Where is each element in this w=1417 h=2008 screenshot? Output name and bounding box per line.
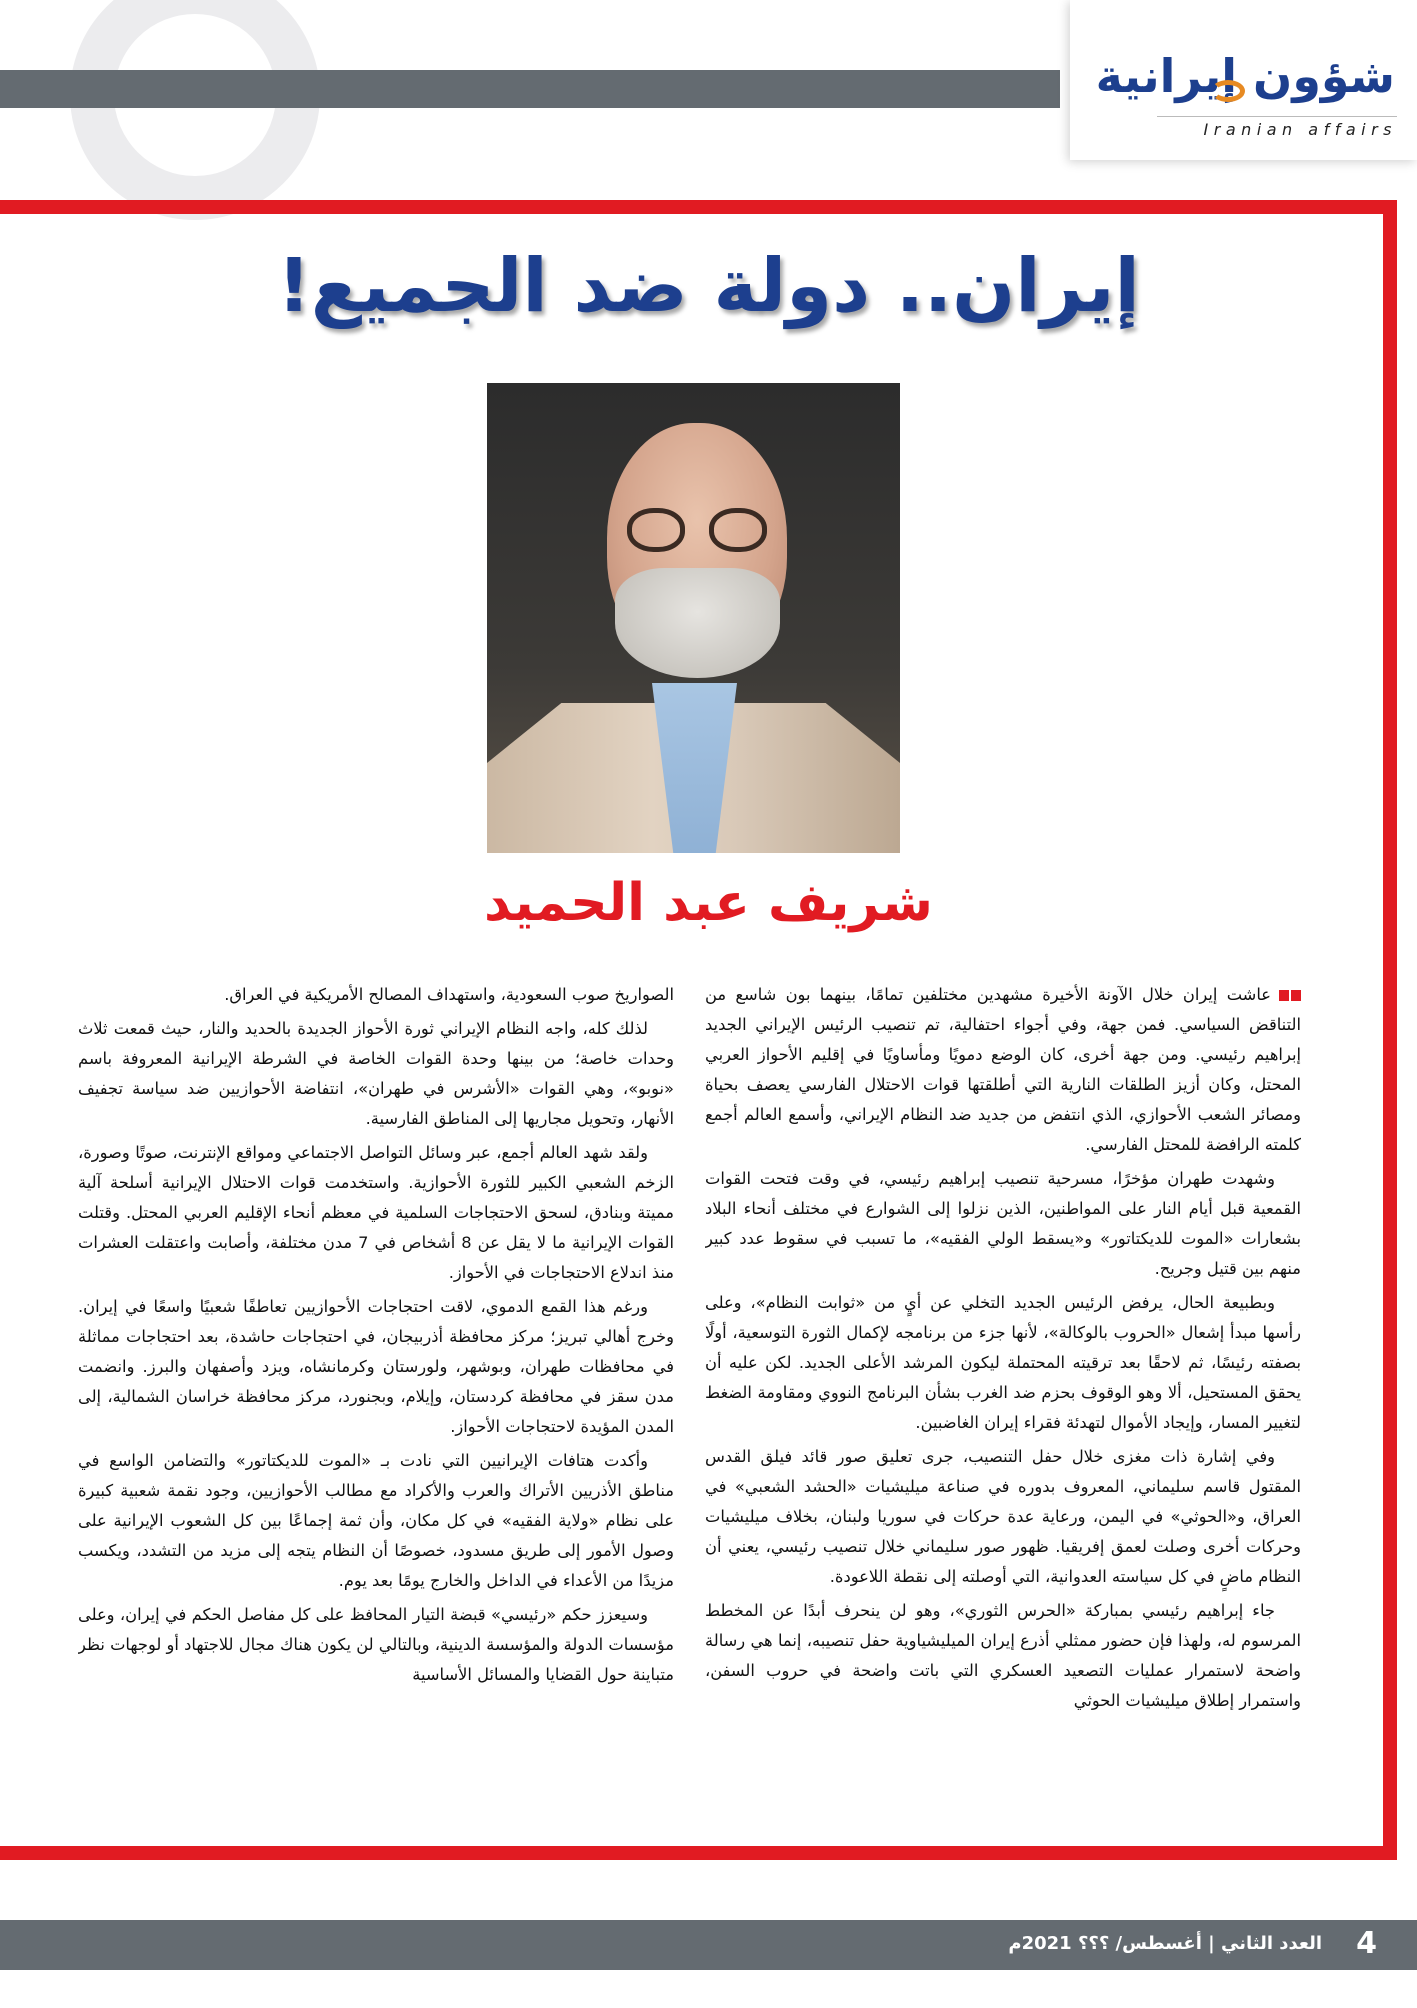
paragraph: ولقد شهد العالم أجمع، عبر وسائل التواصل الاجتماعي ومواقع الإنترنت، صوتًا وصورة، الزخم الشعبي الكبير للثورة الأحوازية. واستخدمت قوات الاحتلال الإيرانية أسلحة آلية مميتة وبنادق، لسحق الاحتجاجات السلمية في معظم أنحاء الإقليم العربي المحتل. وقتلت القوات الإيرانية ما لا يقل عن 8 أشخاص في 7 مدن مختلفة، وأصابت واعتقلت العشرات منذ اندلاع الاحتجاجات في الأحواز. (78, 1143, 674, 1282)
article-title: إيران.. دولة ضد الجميع! (277, 243, 1140, 329)
paragraph: وبطبيعة الحال، يرفض الرئيس الجديد التخلي عن أيٍ من «ثوابت النظام»، وعلى رأسها مبدأ إشعال «الحروب بالوكالة»، لأنها جزء من برنامجه لإكمال الثورة التوسعية، أولًا بصفته رئيسًا، ثم لاحقًا بعد ترقيته المحتملة ليكون المرشد الأعلى الجديد. لكن عليه أن يحقق المستحيل، ألا وهو الوقوف بحزم ضد الغرب بشأن البرنامج النووي ومقاومة الضغط لتغيير المسار، وإيجاد الأموال لتهدئة فقراء إيران الغاضبين. (705, 1293, 1301, 1432)
logo-english-text: Iranian affairs (1203, 120, 1397, 139)
decorative-ring (70, 0, 320, 220)
logo-arabic-text: شؤون إيرانية (1095, 49, 1395, 103)
logo-swoosh-icon (1211, 80, 1245, 102)
glasses-icon (627, 508, 767, 552)
paragraph: الصواريخ صوب السعودية، واستهداف المصالح الأمريكية في العراق. (224, 985, 674, 1004)
article-column-left (78, 980, 674, 1780)
issue-info: العدد الثاني | أغسطس/ ؟؟؟ 2021م (1008, 1933, 1322, 1954)
lead-marker-icon (1279, 990, 1301, 1001)
paragraph: ورغم هذا القمع الدموي، لاقت احتجاجات الأحوازيين تعاطفًا شعبيًا واسعًا في إيران. وخرج أهالي تبريز؛ مركز محافظة أذربيجان، في احتجاجات حاشدة، بعد احتجاجات مماثلة في محافظات طهران، وبوشهر، ولورستان وكرمانشاه، ويزد وأصفهان والبرز. وانضمت مدن سقز في محافظة كردستان، وإيلام، وبجنورد، مركز محافظة خراسان الشمالية، إلى المدن المؤيدة لاحتجاجات الأحواز. (78, 1297, 674, 1436)
article-column-right (705, 980, 1301, 1780)
paragraph (705, 980, 1301, 1160)
paragraph: لذلك كله، واجه النظام الإيراني ثورة الأحواز الجديدة بالحديد والنار، حيث قمعت ثلاث وحدات خاصة؛ من بينها وحدة القوات الخاصة في الشرطة الإيرانية المعروفة باسم «نوبو»، وهي القوات «الأشرس في طهران»، انتفاضة الأحوازيين ضد سياسة تجفيف الأنهار، وتحويل مجاريها إلى المناطق الفارسية. (78, 1019, 674, 1128)
logo-divider (1157, 116, 1397, 117)
header-band (0, 70, 1060, 108)
author-photo (487, 383, 900, 853)
paragraph: جاء إبراهيم رئيسي بمباركة «الحرس الثوري»، وهو لن ينحرف أبدًا عن المخطط المرسوم له، ولهذا فإن حضور ممثلي أذرع إيران الميليشياوية حفل تنصيبه، إنما هي رسالة واضحة لاستمرار عمليات التصعيد العسكري التي باتت واضحة في حروب السفن، واستمرار إطلاق ميليشيات الحوثي (705, 1601, 1301, 1710)
paragraph-text: عاشت إيران خلال الآونة الأخيرة مشهدين مختلفين تمامًا، بينهما بون شاسع من التناقض السياسي. فمن جهة، وفي أجواء احتفالية، تم تنصيب الرئيس الإيراني الجديد إبراهيم رئيسي. ومن جهة أخرى، كان الوضع دمويًا ومأساويًا في إقليم الأحواز العربي المحتل، وكان أزيز الطلقات النارية التي أطلقتها قوات الاحتلال الفارسي يعصف بحياة ومصائر الشعب الأحوازي، الذي انتفض من جديد ضد النظام الإيراني، وأسمع العالم أجمع كلمته الرافضة للمحتل الفارسي. (705, 985, 1301, 1154)
paragraph: وأكدت هتافات الإيرانيين التي نادت بـ «الموت للديكتاتور» والتضامن الواسع في مناطق الأذريين الأتراك والعرب والأكراد مع مطالب الأحوازيين، وجود نقمة شعبية كبيرة على نظام «ولاية الفقيه» في كل مكان، وأن ثمة إجماعًا بين كل الشعوب الإيرانية على وصول الأمور إلى طريق مسدود، خصوصًا أن النظام يتجه إلى مزيد من التشدد، ويكسب مزيدًا من الأعداء في الداخل والخارج يومًا بعد يوم. (78, 1451, 674, 1590)
author-name: شريف عبد الحميد (484, 873, 933, 933)
paragraph: وسيعزز حكم «رئيسي» قبضة التيار المحافظ على كل مفاصل الحكم في إيران، وعلى مؤسسات الدولة والمؤسسة الدينية، وبالتالي لن يكون هناك مجال للاجتهاد أو لوجهات نظر متباينة حول القضايا والمسائل الأساسية (78, 1605, 674, 1684)
photo-beard (615, 568, 780, 678)
paragraph: وشهدت طهران مؤخرًا، مسرحية تنصيب إبراهيم رئيسي، في وقت فتحت القوات القمعية قبل أيام النار على المواطنين، الذين نزلوا إلى الشوارع في مختلف أنحاء البلاد بشعارات «الموت للديكتاتور» و«يسقط الولي الفقيه»، ما تسبب في سقوط عدد كبير منهم بين قتيل وجريح. (705, 1169, 1301, 1278)
magazine-logo (1070, 0, 1417, 160)
page-number: 4 (1356, 1926, 1377, 1961)
paragraph: وفي إشارة ذات مغزى خلال حفل التنصيب، جرى تعليق صور قائد فيلق القدس المقتول قاسم سليماني، المعروف بدوره في صناعة ميليشيات «الحشد الشعبي» في العراق، و«الحوثي» في اليمن، ورعاية عدة حركات في سوريا ولبنان، بخلاف ميليشيات وحركات أخرى وصلت لعمق إفريقيا. ظهور صور سليماني خلال تنصيب رئيسي، يعني أن النظام ماضٍ في كل سياسته العدوانية، التي أوصلته إلى نقطة اللاعودة. (705, 1447, 1301, 1586)
